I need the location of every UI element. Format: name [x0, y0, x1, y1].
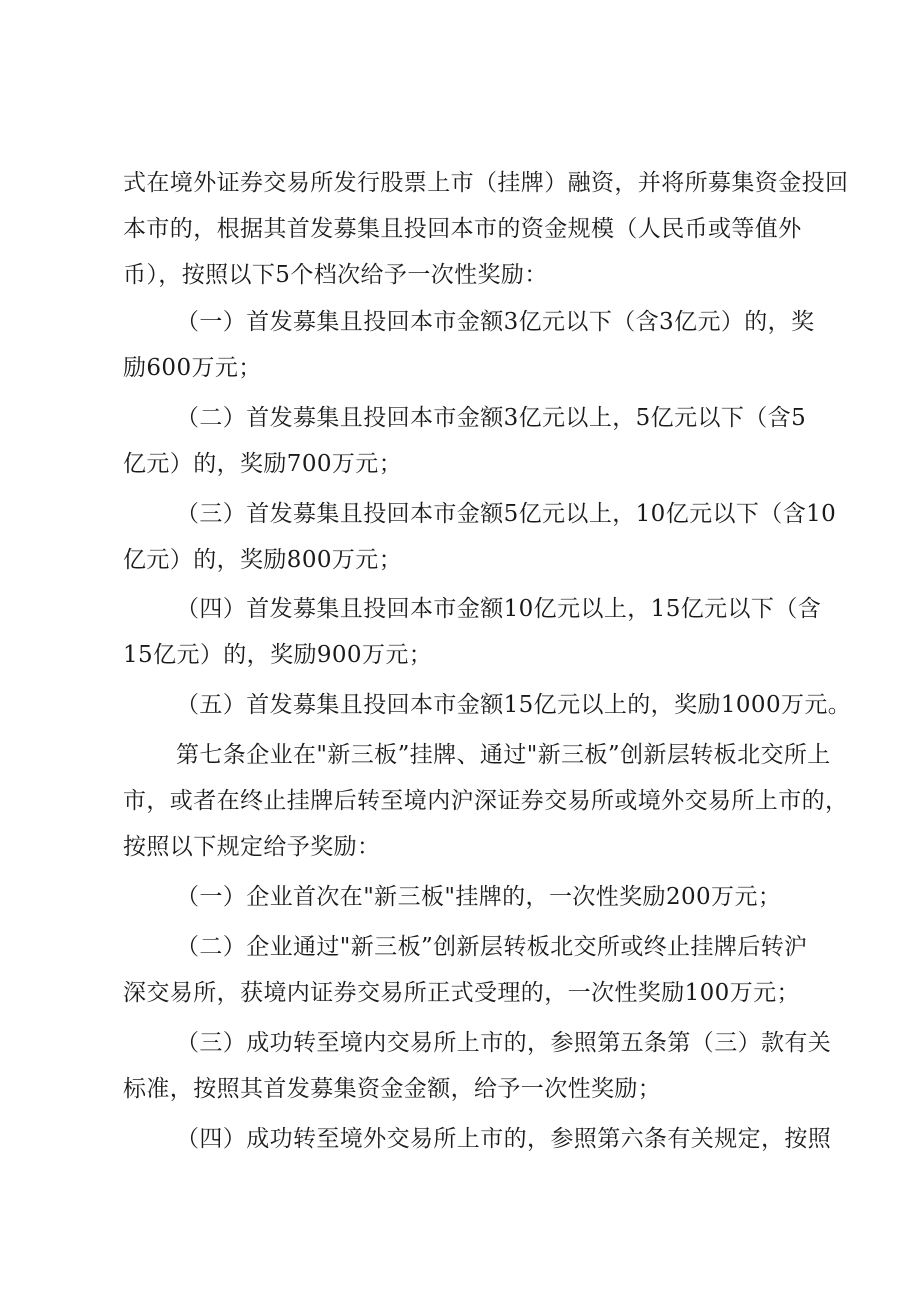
list-item-line: 深交易所，获境内证券交易所正式受理的，一次性奖励100万元；: [123, 980, 800, 1006]
list-item-line: 15亿元）的，奖励900万元；: [123, 642, 433, 668]
paragraph-line: 本市的，根据其首发募集且投回本市的资金规模（人民币或等值外: [123, 216, 802, 242]
list-item-line: 亿元）的，奖励700万元；: [123, 451, 403, 477]
paragraph-line: 式在境外证券交易所发行股票上市（挂牌）融资，并将所募集资金投回: [123, 170, 849, 196]
list-item-line: （五）首发募集且投回本市金额15亿元以上的，奖励1000万元。: [176, 692, 852, 718]
list-item-line: （二）企业通过"新三板”创新层转板北交所或终止挂牌后转沪: [176, 934, 808, 960]
list-item-line: （三）首发募集且投回本市金额5亿元以上，10亿元以下（含10: [176, 501, 837, 527]
paragraph-line: 市，或者在终止挂牌后转至境内沪深证券交易所或境外交易所上市的，: [123, 788, 849, 814]
list-item-line: 励600万元；: [123, 355, 262, 381]
list-item-line: （一）首发募集且投回本市金额3亿元以下（含3亿元）的，奖: [176, 309, 815, 335]
list-item-line: （四）成功转至境外交易所上市的，参照第六条有关规定，按照: [176, 1126, 832, 1152]
paragraph-line: 币），按照以下5个档次给予一次性奖励：: [123, 262, 548, 288]
list-item-line: 标准，按照其首发募集资金金额，给予一次性奖励；: [123, 1076, 662, 1102]
list-item-line: （四）首发募集且投回本市金额10亿元以上，15亿元以下（含: [176, 596, 822, 622]
list-item-line: （一）企业首次在"新三板"挂牌的，一次性奖励200万元；: [176, 884, 782, 910]
article-heading-line: 第七条企业在"新三板”挂牌、通过"新三板”创新层转板北交所上: [176, 742, 831, 768]
list-item-line: 亿元）的，奖励800万元；: [123, 547, 403, 573]
list-item-line: （三）成功转至境内交易所上市的，参照第五条第（三）款有关: [176, 1030, 832, 1056]
list-item-line: （二）首发募集且投回本市金额3亿元以上，5亿元以下（含5: [176, 405, 807, 431]
paragraph-line: 按照以下规定给予奖励：: [123, 834, 381, 860]
